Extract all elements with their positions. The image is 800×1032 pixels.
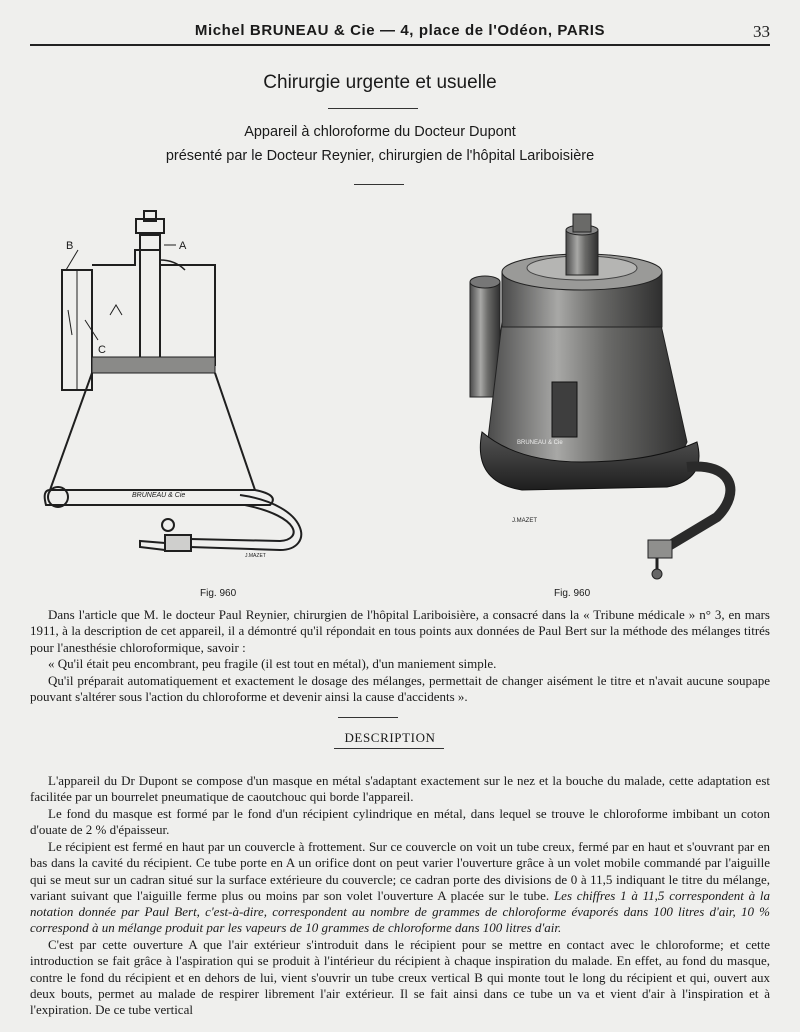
intro-quote: « Qu'il était peu encombrant, peu fragile (il est tout en métal), d'un maniement simple. bbox=[48, 656, 497, 671]
section-rule bbox=[338, 717, 398, 718]
description-paragraph-1: L'appareil du Dr Dupont se compose d'un masque en métal s'adaptant exactement sur le nez et la bouche du malade, cette adaptation est facilitée par un bourrelet pneumatique de caoutchouc qui borde l'appareil. bbox=[30, 773, 770, 805]
title-rule bbox=[328, 108, 418, 109]
label-b: B bbox=[66, 240, 74, 252]
figure-caption-left: Fig. 960 bbox=[200, 588, 237, 599]
intro-quote-continued: Qu'il préparait automatiquement et exactement le dosage des mélanges, permettait de changer aisément le titre et n'avait aucune soupape pouvant s'altérer sous l'action du chloroforme et devenir ainsi la cause d'accidents ». bbox=[30, 673, 770, 705]
presenter-line: présenté par le Docteur Reynier, chirurgien de l'hôpital Lariboisière bbox=[165, 148, 595, 164]
engraver-signature: J.MAZET bbox=[245, 553, 266, 559]
heading-underline bbox=[334, 748, 444, 749]
figure-caption-right: Fig. 960 bbox=[554, 588, 591, 599]
description-paragraph-3 bbox=[30, 839, 770, 937]
intro-paragraph: Dans l'article que M. le docteur Paul Reynier, chirurgien de l'hôpital Lariboisière, a consacré dans la « Tribune médicale » n° 3, en mars 1911, à la description de cet appareil, il a démontré qu'il répondait en tous points aux données de Paul Bert sur la méthode des mélanges titrés pour l'anesthésie chloroformique, savoir : bbox=[30, 607, 770, 655]
paragraph-3-italic: Les chiffres 1 à 11,5 correspondent à la notation donnée par Paul Bert, c'est-à-dire, correspondent au nombre de grammes de chloroforme évaporés dans 100 litres d'air, 10 % correspond à un mélange produit par les vapeurs de 10 grammes de chloroforme dans 100 litres d'air. bbox=[30, 887, 771, 936]
label-c: C bbox=[98, 344, 106, 356]
description-paragraph-4: C'est par cette ouverture A que l'air extérieur s'introduit dans le récipient pour se mettre en contact avec le chloroforme; et cette introduction se fait grâce à l'aspiration qui se produit à l'intérieur du récipient à chaque inspiration du malade. En effet, au fond du masque, contre le fond du récipient et en dehors de lui, vient s'ouvrir un tube creux vertical B qui monte tout le long du récipient et qui, ouvert aux deux bouts, permet au malade de respirer librement l'air extérieur. Il se fait ainsi dans ce tube un va et vient d'air à l'inspiration et à l'expiration. De ce tube vertical bbox=[30, 937, 770, 1018]
page-number: 33 bbox=[753, 22, 770, 41]
subtitle-rule bbox=[354, 184, 404, 185]
cross-section-diagram bbox=[40, 205, 330, 605]
engraver-signature-right: J.MAZET bbox=[512, 518, 537, 524]
maker-mark: BRUNEAU & Cie bbox=[132, 492, 186, 499]
apparatus-title: Appareil à chloroforme du Docteur Dupont bbox=[244, 124, 516, 140]
header-rule bbox=[30, 44, 770, 46]
maker-mark-right: BRUNEAU & Cie bbox=[517, 440, 563, 446]
paragraph-3-text: Le récipient est fermé en haut par un couvercle à frottement. Sur ce couvercle on voit un tube creux, fermé par en haut et s'ouvrant par en bas dans la cavité du récipient. Ce tube porte en A un orifice dont on peut varier l'ouverture grâce à un volet mobile commandé par l'aiguille qui se meut sur un cadran situé sur la surface extérieure du couvercle; ce cadran porte des divisions de 0 à 11,5 indiquant le titre du mélange, variant suivant que l'aiguille ferme plus ou moins par son volet l'ouverture A placée sur le tube. bbox=[30, 839, 770, 903]
description-heading: DESCRIPTION bbox=[344, 730, 436, 745]
apparatus-illustration bbox=[462, 212, 762, 592]
section-title: Chirurgie urgente et usuelle bbox=[263, 72, 497, 93]
label-a: A bbox=[179, 240, 187, 252]
description-paragraph-2: Le fond du masque est formé par le fond d'un récipient cylindrique en métal, dans lequel se trouve le chloroforme imbibant un coton d'ouate de 2 % d'épaisseur. bbox=[30, 806, 770, 838]
running-head: Michel BRUNEAU & Cie — 4, place de l'Odéon, PARIS bbox=[194, 22, 606, 39]
